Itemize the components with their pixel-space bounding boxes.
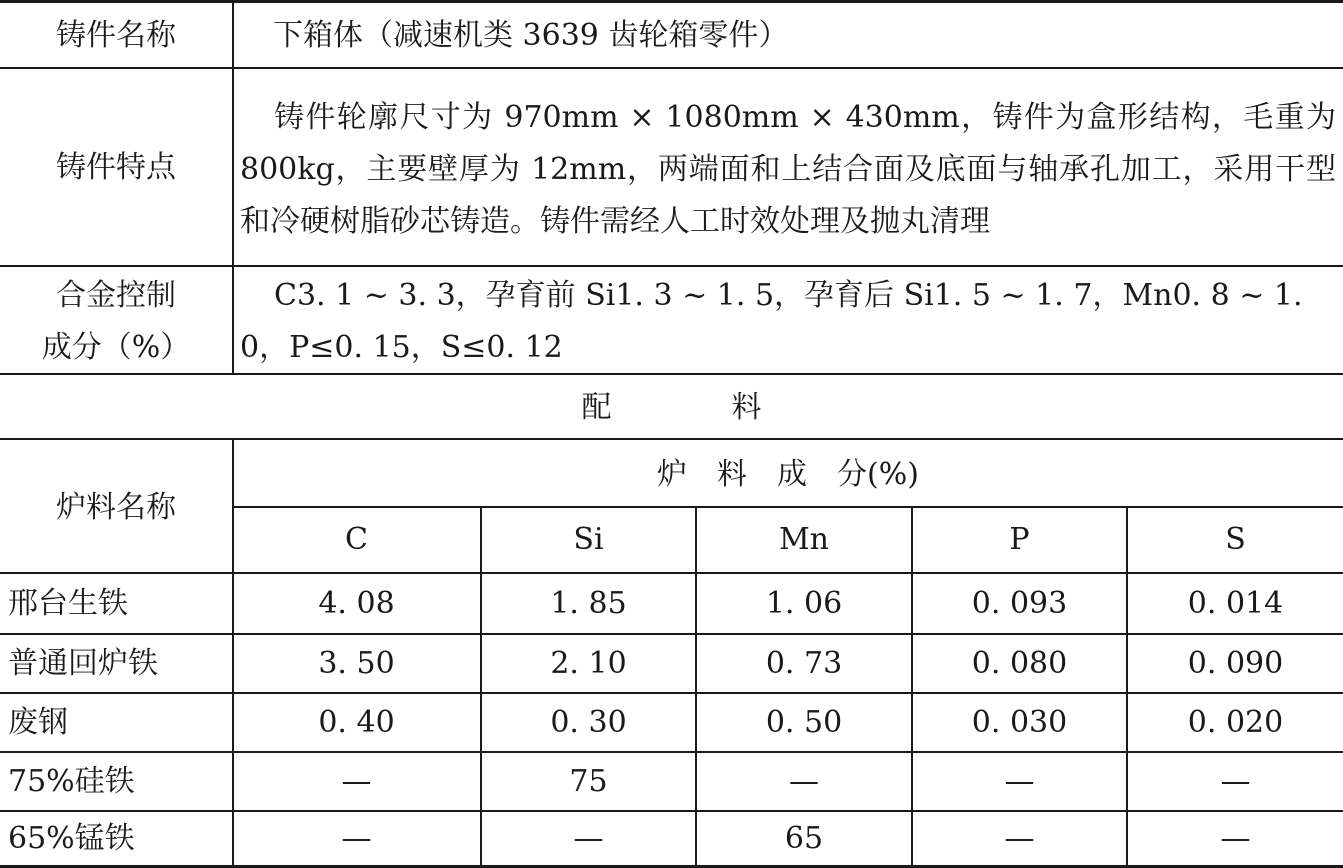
value-si: 0. 30 [550, 705, 627, 740]
row-divider [0, 810, 1343, 812]
column-header-si: Si [573, 522, 604, 557]
casting-features-value: 铸件轮廓尺寸为 970mm × 1080mm × 430mm，铸件为盒形结构，毛重为800kg，主要壁厚为 12mm，两端面和上结合面及底面与轴承孔加工，采用干型和冷硬树脂砂芯铸造。铸件需经人工时效处理及抛丸清理 [240, 100, 1336, 239]
value-s: — [1220, 764, 1251, 799]
row-divider [0, 67, 1343, 69]
casting-features-label: 铸件特点 [56, 150, 176, 185]
row-divider [0, 692, 1343, 694]
material-name: 75%硅铁 [8, 764, 135, 799]
row-divider [0, 633, 1343, 635]
column-header-c: C [345, 522, 368, 557]
value-si: — [573, 821, 604, 856]
value-si: 1. 85 [550, 586, 627, 621]
value-s: — [1220, 821, 1251, 856]
column-header-s: S [1225, 522, 1246, 557]
value-p: 0. 080 [971, 646, 1068, 681]
value-c: — [341, 764, 372, 799]
row-divider [0, 265, 1343, 267]
value-si: 75 [569, 764, 608, 799]
value-mn: 0. 73 [765, 646, 843, 681]
material-name-header: 炉料名称 [56, 490, 176, 525]
column-header-mn: Mn [778, 522, 830, 557]
composition-header: 炉 料 成 分(%) [657, 457, 919, 492]
value-s: 0. 020 [1187, 705, 1284, 740]
material-name: 普通回炉铁 [8, 646, 158, 681]
column-divider [232, 0, 234, 374]
value-p: 0. 030 [971, 705, 1068, 740]
column-header-p: P [1009, 522, 1030, 557]
value-si: 2. 10 [550, 646, 627, 681]
value-c: — [341, 821, 372, 856]
alloy-label-line1: 合金控制 [56, 278, 176, 313]
value-mn: 0. 50 [765, 705, 843, 740]
value-mn: — [789, 764, 819, 799]
row-divider [0, 438, 1343, 440]
alloy-composition-value: C3. 1 ~ 3. 3，孕育前 Si1. 3 ~ 1. 5，孕育后 Si1. 5 ~ 1. 7，Mn0. 8 ~ 1. 0，P≤0. 15，S≤0. 12 [240, 278, 1303, 365]
value-s: 0. 014 [1187, 586, 1284, 621]
value-p: — [1004, 821, 1035, 856]
value-c: 0. 40 [318, 705, 395, 740]
material-name: 65%锰铁 [8, 821, 135, 856]
value-p: — [1004, 764, 1035, 799]
table-top-border [0, 0, 1343, 3]
value-c: 4. 08 [318, 586, 395, 621]
value-mn: 1. 06 [765, 586, 843, 621]
value-mn: 65 [784, 821, 824, 856]
row-divider [0, 751, 1343, 753]
row-divider [233, 506, 1343, 508]
row-divider [0, 572, 1343, 574]
value-p: 0. 093 [971, 586, 1068, 621]
casting-name-value: 下箱体（减速机类 3639 齿轮箱零件） [273, 18, 789, 53]
casting-name-label: 铸件名称 [56, 18, 176, 53]
alloy-label-line2: 成分（%） [41, 330, 191, 365]
value-s: 0. 090 [1187, 646, 1284, 681]
material-name: 废钢 [8, 705, 68, 740]
charge-section-title: 配 料 [581, 390, 762, 425]
value-c: 3. 50 [318, 646, 395, 681]
material-name: 邢台生铁 [8, 586, 128, 621]
